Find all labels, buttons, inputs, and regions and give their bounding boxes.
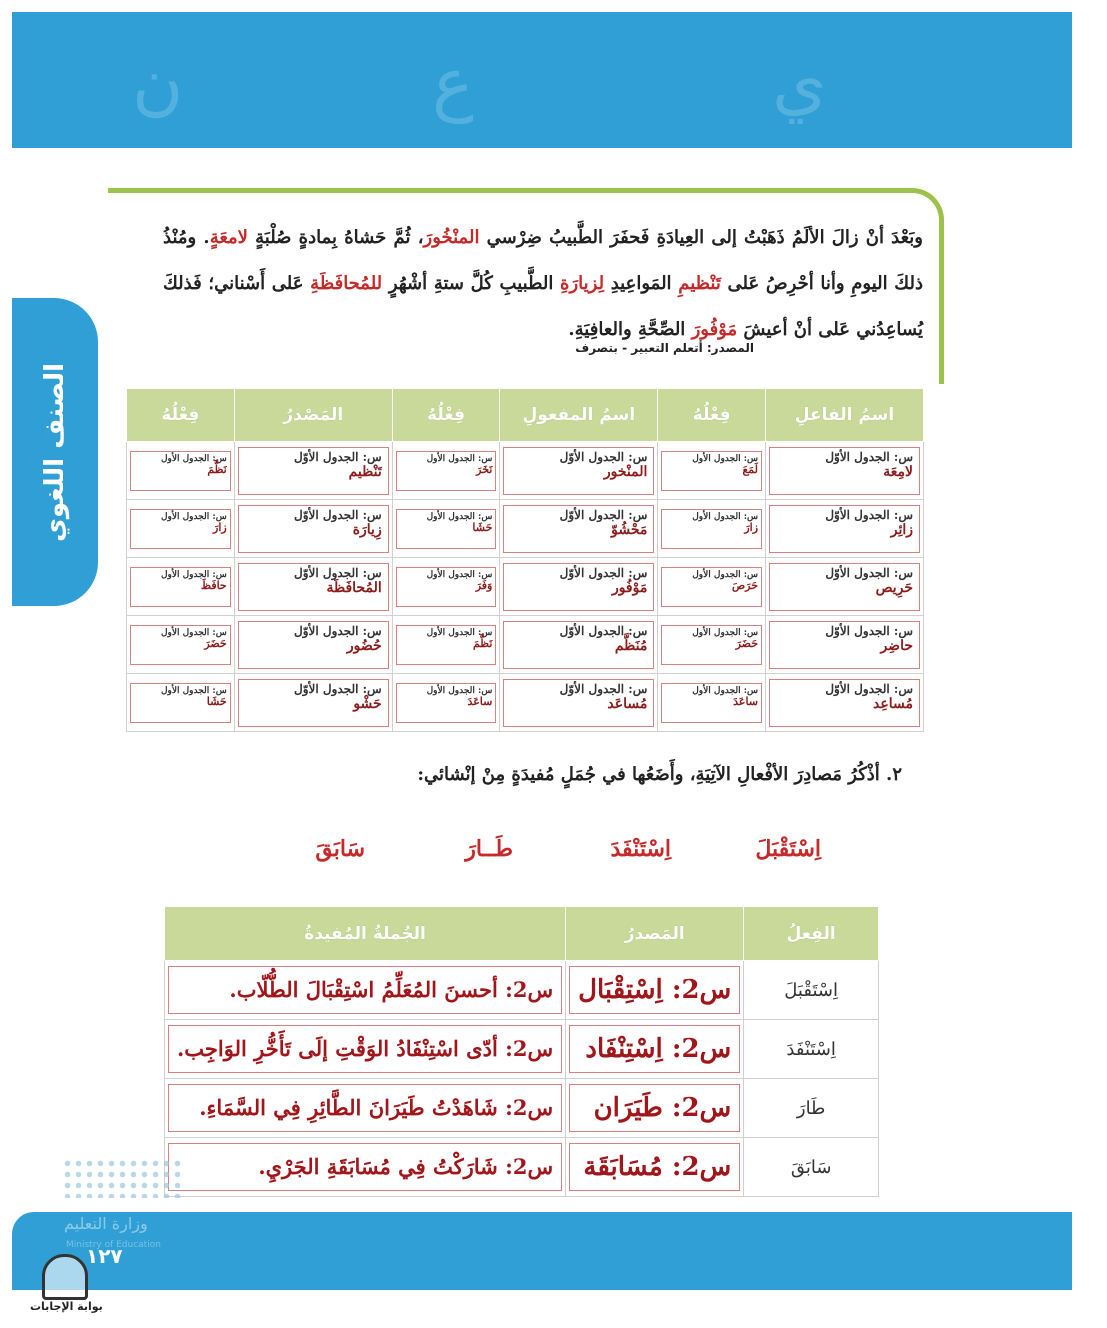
decorative-letter-icon: ي [772, 42, 827, 124]
unit-side-tab [12, 298, 98, 606]
answer-value: نَظَّمَ [472, 636, 493, 650]
verb-prompt: اِسْتَقْبَلَ [755, 836, 821, 862]
answer-value: حافَظَ [200, 578, 227, 592]
verb-cell: اِسْتَقْبَلَ [744, 961, 879, 1020]
table-row [127, 674, 924, 732]
table-header-row [165, 907, 879, 961]
table-cell [234, 674, 392, 732]
answer-value: ساعَدَ [733, 694, 759, 708]
site-logo-icon [42, 1254, 88, 1300]
answer-box [769, 563, 920, 611]
verb-prompt: سَابَقَ [315, 836, 365, 862]
verb-prompt: اِسْتَنْفَدَ [610, 836, 671, 862]
masdar-answer: س2: مُسَابَقَة [569, 1143, 740, 1191]
answer-label: س: الجدول الأول [692, 453, 759, 464]
col-header: اسمُ الفاعلِ [766, 389, 924, 442]
table-cell [566, 1138, 744, 1197]
answer-value: وَفَرَ [475, 578, 493, 592]
table-cell [392, 674, 500, 732]
answer-value: حَضَرَ [735, 636, 759, 650]
answer-label: س: الجدول الأول [160, 569, 227, 580]
answer-value: زارَ [213, 520, 227, 534]
answer-box [503, 447, 654, 495]
passage-segment: ، ثُمَّ حَشاهُ بِمادةٍ صُلْبَةٍ [247, 227, 424, 248]
answer-value: زائِر [890, 522, 913, 539]
sentence-answer: س2: أدّى اسْتِنْفَادُ الوَقْتِ إلَى تَأَخُّرِ الوَاجِب. [168, 1025, 562, 1073]
highlighted-word: تَنْظيمِ [678, 273, 721, 294]
reading-passage [108, 188, 944, 384]
answer-box [238, 563, 389, 611]
verb-cell: اِسْتَنْفَدَ [744, 1020, 879, 1079]
table-cell [766, 616, 924, 674]
answer-box [396, 625, 497, 665]
answer-value: تَنْظيم [348, 464, 382, 481]
table-row [127, 558, 924, 616]
decorative-letter-icon: ع [432, 42, 474, 124]
answer-label: س: الجدول الأوّل [559, 449, 648, 464]
table-cell [566, 1020, 744, 1079]
answer-label: س: الجدول الأوّل [825, 623, 913, 638]
answer-value: نَظَّمَ [207, 462, 227, 476]
table-cell [234, 558, 392, 616]
passage-segment: الطَّبيبِ كُلَّ ستةِ أشْهُرٍ [382, 273, 561, 294]
passage-segment: عَلى أَسْناني؛ فَذلكَ يُساعِدُني عَلى أنْ أعيشَ [163, 273, 923, 340]
answer-label: س: الجدول الأول [160, 511, 227, 522]
answer-box [238, 447, 389, 495]
table-cell [234, 500, 392, 558]
verb-prompt: طَــارَ [465, 836, 513, 862]
verb-cell: طَارَ [744, 1079, 879, 1138]
table-cell [165, 1020, 566, 1079]
answer-label: س: الجدول الأوّل [825, 449, 913, 464]
table-header-row [127, 389, 924, 442]
highlighted-word: المنْخُورَ [423, 227, 480, 248]
table-cell [165, 1079, 566, 1138]
table-cell [658, 442, 766, 500]
answer-label: س: الجدول الأوّل [559, 623, 648, 638]
table-row [165, 1138, 879, 1197]
passage-text [163, 215, 923, 353]
top-banner [12, 12, 1072, 148]
table-row [165, 961, 879, 1020]
highlighted-word: للمُحافَظَةِ [310, 273, 383, 294]
col-header: المَصدرُ [566, 907, 744, 961]
answer-label: س: الجدول الأوّل [294, 565, 382, 580]
ministry-name-en: Ministry of Education [66, 1240, 161, 1250]
answer-box [661, 509, 762, 549]
answer-value: نَخَرَ [476, 462, 493, 476]
ministry-logo-dots-icon [62, 1158, 182, 1198]
page-number: ١٢٧ [86, 1244, 123, 1268]
masdar-sentences-table [164, 906, 879, 1197]
answer-box [130, 451, 231, 491]
table-cell [500, 442, 658, 500]
masdar-answer: س2: اِسْتِقْبَال [569, 966, 740, 1014]
col-header: فِعْلُهُ [127, 389, 235, 442]
answer-label: س: الجدول الأول [426, 569, 493, 580]
answer-label: س: الجدول الأوّل [559, 507, 648, 522]
table-row [127, 616, 924, 674]
col-header: الجُملةُ المُفيدةُ [165, 907, 566, 961]
answer-value: حَرِيص [875, 580, 913, 597]
answer-label: س: الجدول الأول [692, 511, 759, 522]
table-cell [127, 674, 235, 732]
table-cell [127, 558, 235, 616]
answer-box [661, 683, 762, 723]
passage-segment: المَواعِيدِ [604, 273, 679, 294]
answer-value: مَوْفُور [611, 580, 648, 597]
answer-value: حَشَا [472, 520, 493, 534]
answer-box [130, 567, 231, 607]
answer-box [130, 625, 231, 665]
table-cell [234, 616, 392, 674]
answer-box [130, 509, 231, 549]
col-header: الفِعلُ [744, 907, 879, 961]
answer-value: لامِعَة [883, 464, 913, 481]
answer-label: س: الجدول الأول [426, 627, 493, 638]
answer-value: حُضُور [346, 638, 382, 655]
answer-label: س: الجدول الأوّل [559, 565, 648, 580]
answer-value: المنْخور [603, 464, 648, 481]
table-cell [766, 558, 924, 616]
decorative-letter-icon: ن [132, 42, 184, 124]
answer-value: زِيارَة [352, 522, 382, 539]
answer-box [396, 683, 497, 723]
answer-box [661, 451, 762, 491]
answer-box [769, 621, 920, 669]
answer-label: س: الجدول الأول [160, 453, 227, 464]
answer-value: حَشَا [206, 694, 227, 708]
table-cell [392, 500, 500, 558]
table-cell [658, 500, 766, 558]
table-cell [392, 616, 500, 674]
answer-label: س: الجدول الأوّل [294, 623, 382, 638]
answer-value: حاضِر [880, 638, 913, 655]
table-cell [165, 961, 566, 1020]
answer-label: س: الجدول الأوّل [825, 681, 913, 696]
highlighted-word: لامعَةٍ [209, 227, 248, 248]
col-header: اسمُ المفعولِ [500, 389, 658, 442]
derivatives-table [126, 388, 924, 732]
answer-value: حَرَصَ [731, 578, 759, 592]
table-cell [658, 674, 766, 732]
answer-label: س: الجدول الأوّل [294, 507, 382, 522]
answer-box [503, 563, 654, 611]
answer-label: س: الجدول الأوّل [559, 681, 648, 696]
table-cell [500, 558, 658, 616]
highlighted-word: مَوْفُورَ [691, 319, 738, 340]
answer-box [238, 505, 389, 553]
answer-label: س: الجدول الأول [692, 627, 759, 638]
table-cell [766, 442, 924, 500]
col-header: المَصْدرُ [234, 389, 392, 442]
answer-label: س: الجدول الأوّل [825, 565, 913, 580]
passage-segment: . ومُنْذُ ذلكَ اليومِ وأنا أحْرِصُ عَلى [163, 227, 923, 294]
table-cell [165, 1138, 566, 1197]
table-cell [500, 500, 658, 558]
verb-cell: سَابَقَ [744, 1138, 879, 1197]
answer-label: س: الجدول الأوّل [825, 507, 913, 522]
passage-segment: الصِّحَّةِ والعافِيَةِ. [568, 319, 692, 340]
answer-box [238, 621, 389, 669]
table-row [127, 500, 924, 558]
answer-label: س: الجدول الأول [160, 627, 227, 638]
table-cell [658, 558, 766, 616]
sentence-answer: س2: أحسنَ المُعَلِّمُ اسْتِقْبَالَ الطُّلّاب. [168, 966, 562, 1014]
answer-box [396, 509, 497, 549]
side-tab-title: الصنف اللغوي [40, 362, 70, 542]
table-cell [566, 961, 744, 1020]
answer-label: س: الجدول الأول [160, 685, 227, 696]
table-cell [127, 500, 235, 558]
table-cell [127, 442, 235, 500]
passage-segment: وبَعْدَ أنْ زالَ الألَمُ ذَهَبْتُ إلى العِيادَةِ فَحفَرَ الطَّبيبُ ضِرْسي [479, 227, 923, 248]
col-header: فِعْلُهُ [658, 389, 766, 442]
table-cell [500, 674, 658, 732]
bottom-banner [12, 1212, 1072, 1290]
table-cell [500, 616, 658, 674]
site-name: بوابة الإجابات [30, 1300, 103, 1313]
answer-value: ساعَدَ [467, 694, 493, 708]
answer-label: س: الجدول الأوّل [294, 681, 382, 696]
answer-value: مُساعِد [873, 696, 913, 713]
table-cell [566, 1079, 744, 1138]
table-cell [658, 616, 766, 674]
answer-box [396, 451, 497, 491]
answer-label: س: الجدول الأول [692, 685, 759, 696]
col-header: فِعْلُهُ [392, 389, 500, 442]
table-row [165, 1020, 879, 1079]
table-row [127, 442, 924, 500]
table-cell [127, 616, 235, 674]
masdar-answer: س2: طَيَرَان [569, 1084, 740, 1132]
sentence-answer: س2: شَاهَدْتُ طَيَرَانَ الطَّائِرِ فِي السَّمَاءِ. [168, 1084, 562, 1132]
masdar-answer: س2: اِسْتِنْفَاد [569, 1025, 740, 1073]
sentence-answer: س2: شَارَكْتُ فِي مُسَابَقَةِ الجَرْيِ. [168, 1143, 562, 1191]
answer-box [503, 505, 654, 553]
answer-value: حَشْو [353, 696, 382, 713]
answer-box [503, 679, 654, 727]
answer-label: س: الجدول الأول [426, 685, 493, 696]
table-cell [766, 500, 924, 558]
answer-box [503, 621, 654, 669]
table-cell [234, 442, 392, 500]
answer-box [238, 679, 389, 727]
answer-box [769, 679, 920, 727]
table-cell [766, 674, 924, 732]
answer-value: مُساعَد [607, 696, 648, 713]
answer-label: س: الجدول الأوّل [294, 449, 382, 464]
answer-value: زارَ [744, 520, 759, 534]
answer-box [769, 447, 920, 495]
table-row [165, 1079, 879, 1138]
answer-label: س: الجدول الأول [426, 511, 493, 522]
answer-value: حَضَرَ [204, 636, 227, 650]
answer-label: س: الجدول الأول [692, 569, 759, 580]
answer-label: س: الجدول الأول [426, 453, 493, 464]
answer-box [130, 683, 231, 723]
answer-box [769, 505, 920, 553]
answer-value: مُنَظَّم [614, 638, 648, 655]
answer-value: المُحافَظَة [326, 580, 382, 597]
table-cell [392, 558, 500, 616]
answer-value: مَحْشُوّ [611, 522, 648, 539]
highlighted-word: لِزيارَةِ [560, 273, 605, 294]
ministry-name: وزارة التعليم [64, 1214, 148, 1233]
passage-source: المصدر: أتعلم التعبير - بتصرف [575, 341, 754, 355]
answer-value: لَمَعَ [742, 462, 759, 476]
question-two-prompt: ٢. أذْكُرُ مَصادِرَ الأفْعالِ الآتِيَةِ، وأَضَعُها في جُمَلٍ مُفيدَةٍ مِنْ إنْشائي: [417, 764, 902, 785]
table-cell [392, 442, 500, 500]
answer-box [661, 625, 762, 665]
answer-box [661, 567, 762, 607]
answer-box [396, 567, 497, 607]
